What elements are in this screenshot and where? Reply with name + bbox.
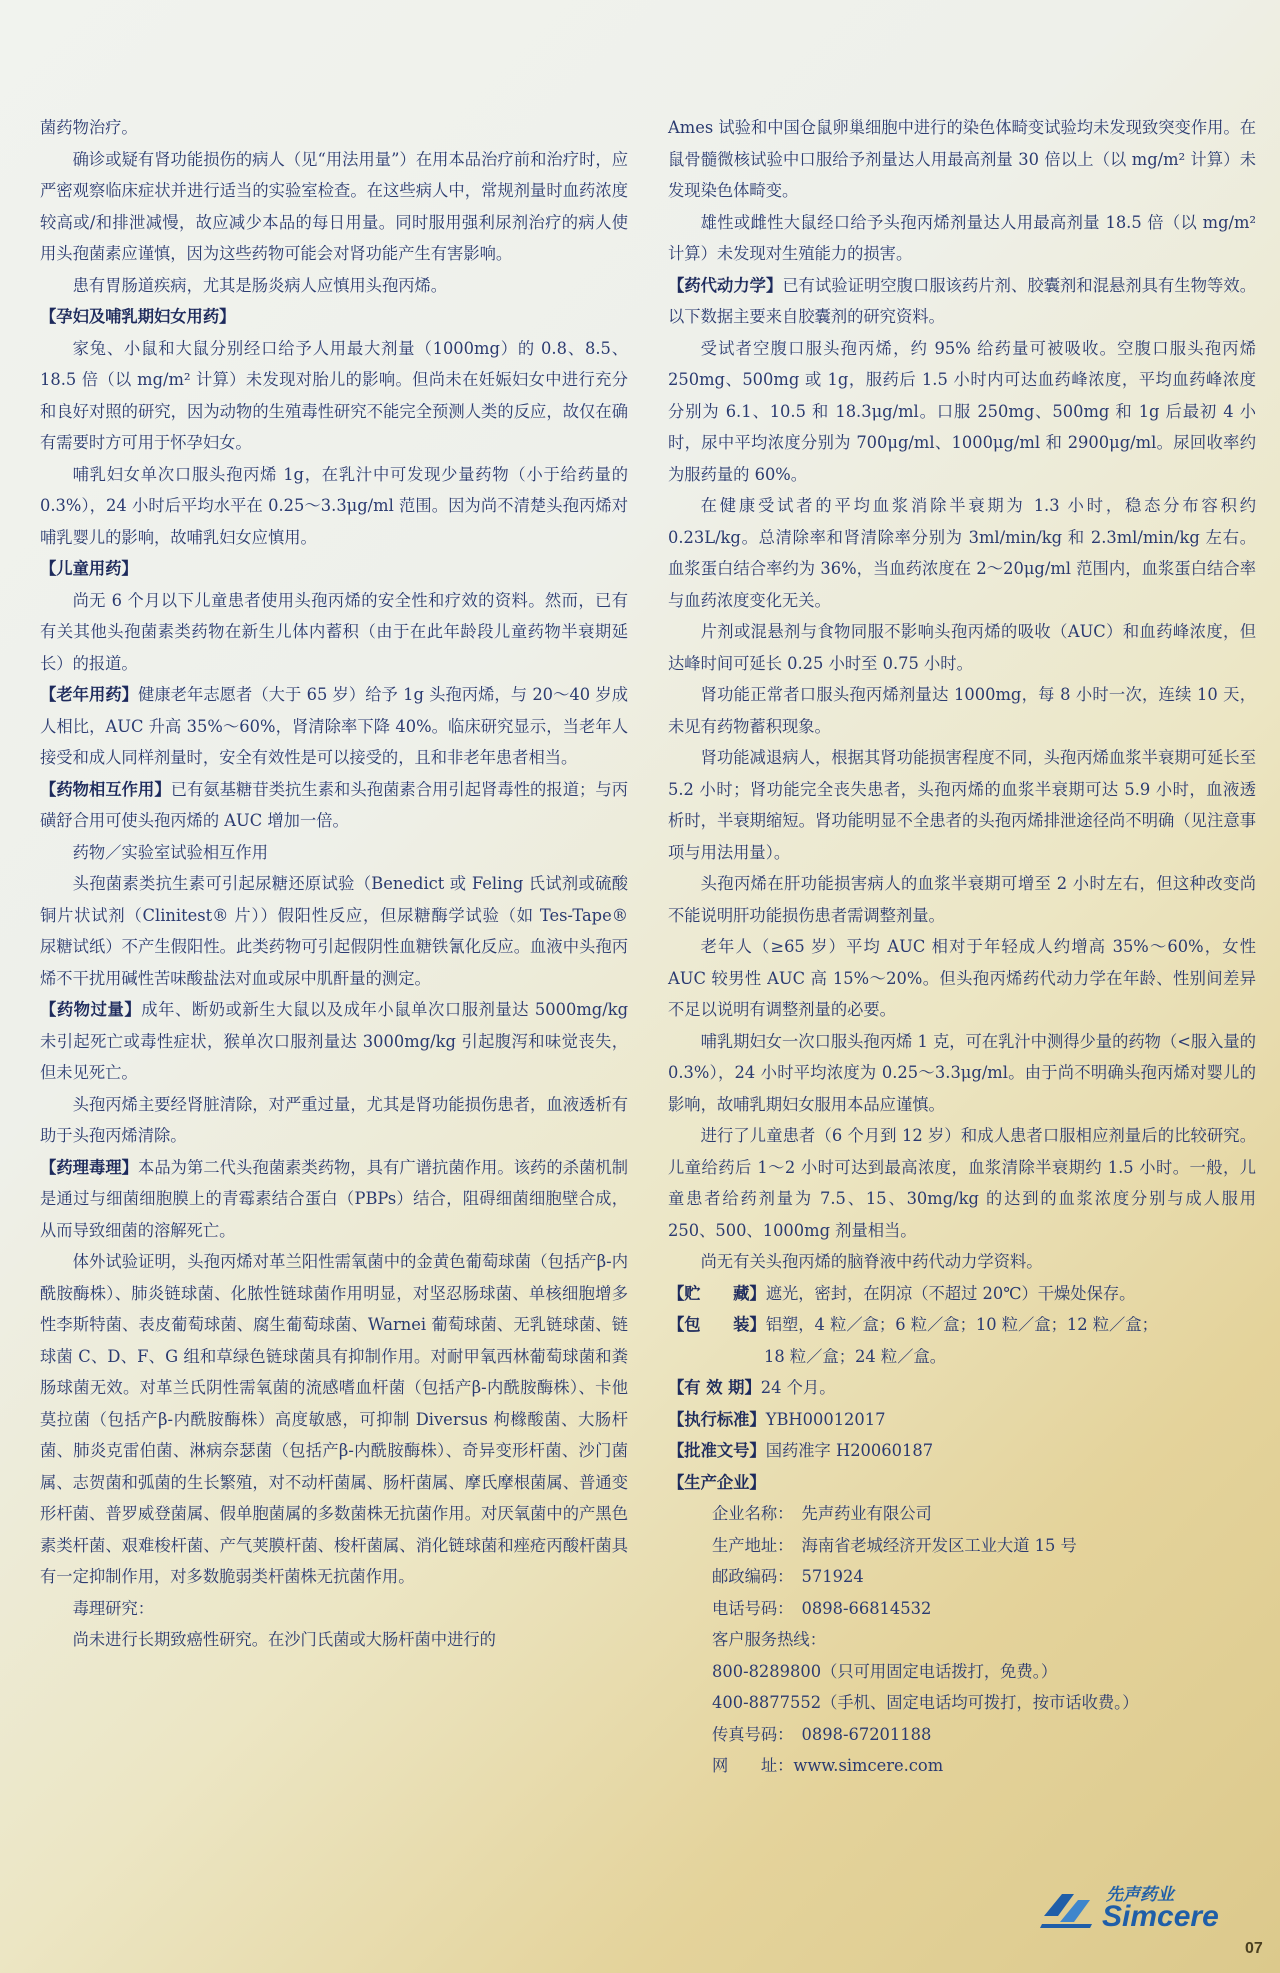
paragraph-text: 头孢丙烯主要经肾脏清除，对严重过量，尤其是肾功能损伤患者，血液透析有助于头孢丙烯清除。 bbox=[40, 1094, 628, 1145]
validity-section bbox=[668, 1372, 1256, 1404]
manufacturer-hotline-800: 800-8289800（只可用固定电话拨打，免费。） bbox=[712, 1661, 1058, 1681]
paragraph-text: 受试者空腹口服头孢丙烯，约 95% 给药量可被吸收。空腹口服头孢丙烯 250mg、500mg 或 1g，服药后 1.5 小时内可达血药峰浓度，平均血药峰浓度分别为 6.1、10.5 和 18.3μg/ml。口服 250mg、500mg 和 1g 后最初 4 小时，尿中平均浓度分别为 700μg/ml、1000μg/ml 和 2900μg/ml。尿回收率约为服药量的 60%。 bbox=[668, 338, 1256, 484]
paragraph-text: 体外试验证明，头孢丙烯对革兰阳性需氧菌中的金黄色葡萄球菌（包括产β-内酰胺酶株）、肺炎链球菌、化脓性链球菌作用明显，对坚忍肠球菌、单核细胞增多性李斯特菌、表皮葡萄球菌、腐生葡萄球菌、Warnei 葡萄球菌、无乳链球菌、链球菌 C、D、F、G 组和草绿色链球菌具有抑制作用。对耐甲氧西林葡萄球菌和粪肠球菌无效。对革兰氏阴性需氧菌的流感嗜血杆菌（包括产β-内酰胺酶株）、卡他莫拉菌（包括产β-内酰胺酶株）高度敏感，可抑制 Diversus 枸橼酸菌、大肠杆菌、肺炎克雷伯菌、淋病奈瑟菌（包括产β-内酰胺酶株）、奇异变形杆菌、沙门菌属、志贺菌和弧菌的生长繁殖，对不动杆菌属、肠杆菌属、摩氏摩根菌属、普通变形杆菌、普罗威登菌属、假单胞菌属的多数菌株无抗菌作用。对厌氧菌中的产黑色素类杆菌、艰难梭杆菌、产气荚膜杆菌、梭杆菌属、消化链球菌和痤疮丙酸杆菌具有一定抑制作用，对多数脆弱类杆菌株无抗菌作用。 bbox=[40, 1252, 628, 1586]
right-column-paragraph bbox=[668, 333, 1256, 491]
left-column-paragraph bbox=[40, 1152, 628, 1247]
storage-section bbox=[668, 1278, 1256, 1310]
paragraph-text: 患有胃肠道疾病，尤其是肠炎病人应慎用头孢丙烯。 bbox=[72, 275, 448, 295]
paragraph-text: 肾功能减退病人，根据其肾功能损害程度不同，头孢丙烯血浆半衰期可延长至 5.2 小时；肾功能完全丧失患者，头孢丙烯的血浆半衰期可达 5.9 小时，血液透析时，半衰期缩短。肾功能明显不全患者的头孢丙烯排泄途径尚不明确（见注意事项与用法用量）。 bbox=[668, 748, 1256, 862]
manufacturer-heading: 【生产企业】 bbox=[668, 1472, 766, 1492]
approval-section bbox=[668, 1435, 1256, 1467]
approval-text: 国药准字 H20060187 bbox=[765, 1441, 934, 1460]
paragraph-text: 哺乳妇女单次口服头孢丙烯 1g，在乳汁中可发现少量药物（小于给药量的 0.3%），24 小时后平均水平在 0.25～3.3μg/ml 范围。因为尚不清楚头孢丙烯对哺乳婴儿的影响，故哺乳妇女应慎用。 bbox=[40, 464, 628, 547]
right-column-paragraph bbox=[668, 679, 1256, 742]
left-column-paragraph bbox=[40, 270, 628, 302]
section-heading: 【孕妇及哺乳期妇女用药】 bbox=[40, 307, 236, 326]
right-column-paragraph bbox=[668, 112, 1256, 207]
paragraph-text: 尚未进行长期致癌性研究。在沙门氏菌或大肠杆菌中进行的 bbox=[72, 1630, 496, 1649]
manufacturer-section bbox=[668, 1467, 1256, 1782]
manufacturer-phone: 电话号码： 0898-66814532 bbox=[712, 1598, 932, 1618]
paragraph-text: 肾功能正常者口服头孢丙烯剂量达 1000mg，每 8 小时一次，连续 10 天，未见有药物蓄积现象。 bbox=[668, 685, 1256, 736]
right-column-paragraph bbox=[668, 1120, 1256, 1246]
manufacturer-fax: 传真号码： 0898-67201188 bbox=[712, 1724, 932, 1744]
storage-heading: 【贮 藏】 bbox=[668, 1283, 766, 1303]
paragraph-text: 进行了儿童患者（6 个月到 12 岁）和成人患者口服相应剂量后的比较研究。儿童给药后 1～2 小时可达到最高浓度，血浆清除半衰期约 1.5 小时。一般，儿童患者给药剂量为 7.5、15、30mg/kg 的达到的血浆浓度分别与成人服用 250、500、1000mg 剂量相当。 bbox=[668, 1126, 1256, 1240]
paragraph-text: 已有试验证明空腹口服该药片剂、胶囊剂和混悬剂具有生物等效。以下数据主要来自胶囊剂的研究资料。 bbox=[668, 275, 1256, 326]
right-column bbox=[668, 112, 1256, 1782]
paragraph-text: 本品为第二代头孢菌素类药物，具有广谱抗菌作用。该药的杀菌机制是通过与细菌细胞膜上的青霉素结合蛋白（PBPs）结合，阻碍细菌细胞壁合成，从而导致细菌的溶解死亡。 bbox=[40, 1157, 628, 1240]
paragraph-text: 药物／实验室试验相互作用 bbox=[72, 842, 268, 862]
right-column-paragraph bbox=[668, 742, 1256, 868]
left-column-paragraph bbox=[40, 1593, 628, 1625]
package-line-2: 18 粒／盒；24 粒／盒。 bbox=[764, 1346, 947, 1366]
manufacturer-hotline-label: 客户服务热线： bbox=[712, 1630, 826, 1649]
section-heading: 【药代动力学】 bbox=[668, 275, 783, 295]
paragraph-text: 健康老年志愿者（大于 65 岁）给予 1g 头孢丙烯，与 20～40 岁成人相比，AUC 升高 35%～60%，肾清除率下降 40%。临床研究显示，当老年人接受和成人同样剂量时，安全有效性是可以接受的，且和非老年患者相当。 bbox=[40, 685, 628, 767]
left-column-paragraph bbox=[40, 1624, 628, 1656]
paragraph-text: 菌药物治疗。 bbox=[40, 118, 138, 137]
section-heading: 【老年用药】 bbox=[40, 685, 139, 704]
left-column-paragraph bbox=[40, 994, 628, 1089]
storage-text: 遮光，密封，在阴凉（不超过 20℃）干燥处保存。 bbox=[765, 1283, 1136, 1303]
paragraph-text: 片剂或混悬剂与食物同服不影响头孢丙烯的吸收（AUC）和血药峰浓度，但达峰时间可延长 0.25 小时至 0.75 小时。 bbox=[668, 622, 1256, 673]
page-number: 07 bbox=[1245, 1940, 1263, 1957]
paragraph-text: 哺乳期妇女一次口服头孢丙烯 1 克，可在乳汁中测得少量的药物（<服入量的 0.3%），24 小时平均浓度为 0.25～3.3μg/ml。由于尚不明确头孢丙烯对婴儿的影响，故哺乳期妇女服用本品应谨慎。 bbox=[668, 1031, 1256, 1114]
paragraph-text: 家兔、小鼠和大鼠分别经口给予人用最大剂量（1000mg）的 0.8、8.5、18.5 倍（以 mg/m² 计算）未发现对胎儿的影响。但尚未在妊娠妇女中进行充分和良好对照的研究，因为动物的生殖毒性研究不能完全预测人类的反应，故仅在确有需要时方可用于怀孕妇女。 bbox=[40, 338, 628, 452]
paragraph-text: 头孢菌素类抗生素可引起尿糖还原试验（Benedict 或 Feling 氏试剂或硫酸铜片状试剂（Clinitest® 片））假阳性反应，但尿糖酶学试验（如 Tes-Tape® 尿糖试纸）不产生假阳性。此类药物可引起假阴性血糖铁氰化反应。血液中头孢丙烯不干扰用碱性苦味酸盐法对血或尿中肌酐量的测定。 bbox=[40, 874, 628, 988]
right-column-paragraph bbox=[668, 1246, 1256, 1278]
right-column-paragraph bbox=[668, 931, 1256, 1026]
section-heading: 【药物相互作用】 bbox=[40, 779, 171, 799]
paragraph-text: 在健康受试者的平均血浆消除半衰期为 1.3 小时，稳态分布容积约 0.23L/kg。总清除率和肾清除率分别为 3ml/min/kg 和 2.3ml/min/kg 左右。血浆蛋白结合率约为 36%，当血药浓度在 2～20μg/ml 范围内，血浆蛋白结合率与血药浓度变化无关。 bbox=[668, 496, 1256, 610]
section-heading: 【儿童用药】 bbox=[40, 559, 138, 578]
standard-heading: 【执行标准】 bbox=[668, 1409, 766, 1429]
package-heading: 【包 装】 bbox=[668, 1315, 766, 1334]
right-column-paragraph bbox=[668, 616, 1256, 679]
brand-name-cn: 先声药业 bbox=[1106, 1885, 1174, 1905]
validity-text: 24 个月。 bbox=[760, 1378, 836, 1397]
paragraph-text: 雄性或雌性大鼠经口给予头孢丙烯剂量达人用最高剂量 18.5 倍（以 mg/m² 计算）未发现对生殖能力的损害。 bbox=[668, 212, 1256, 263]
package-line-1: 铝塑，4 粒／盒；6 粒／盒；10 粒／盒；12 粒／盒； bbox=[765, 1315, 1158, 1334]
paragraph-text: 头孢丙烯在肝功能损害病人的血浆半衰期可增至 2 小时左右，但这种改变尚不能说明肝功能损伤患者需调整剂量。 bbox=[668, 874, 1256, 925]
paragraph-text: 尚无有关头孢丙烯的脑脊液中药代动力学资料。 bbox=[700, 1252, 1043, 1271]
manufacturer-postcode: 邮政编码： 571924 bbox=[712, 1567, 864, 1586]
left-column-paragraph bbox=[40, 679, 628, 774]
validity-heading: 【有 效 期】 bbox=[668, 1378, 761, 1397]
paragraph-text: 尚无 6 个月以下儿童患者使用头孢丙烯的安全性和疗效的资料。然而，已有有关其他头孢菌素类药物在新生儿体内蓄积（由于在此年龄段儿童药物半衰期延长）的报道。 bbox=[40, 590, 628, 673]
manufacturer-hotline-400: 400-8877552（手机、固定电话均可拨打，按市话收费。） bbox=[712, 1693, 1139, 1712]
left-column-paragraph bbox=[40, 459, 628, 554]
left-column-paragraph bbox=[40, 868, 628, 994]
paragraph-text: Ames 试验和中国仓鼠卵巢细胞中进行的染色体畸变试验均未发现致突变作用。在鼠骨髓微核试验中口服给予剂量达人用最高剂量 30 倍以上（以 mg/m² 计算）未发现染色体畸变。 bbox=[668, 118, 1256, 200]
right-column-paragraph bbox=[668, 868, 1256, 931]
left-column-paragraph bbox=[40, 112, 628, 144]
section-heading: 【药理毒理】 bbox=[40, 1157, 139, 1177]
left-column-paragraph bbox=[40, 1246, 628, 1593]
paragraph-text: 已有氨基糖苷类抗生素和头孢菌素合用引起肾毒性的报道；与丙磺舒合用可使头孢丙烯的 AUC 增加一倍。 bbox=[40, 779, 628, 830]
left-column-paragraph bbox=[40, 1089, 628, 1152]
paragraph-text: 确诊或疑有肾功能损伤的病人（见“用法用量”）在用本品治疗前和治疗时，应严密观察临床症状并进行适当的实验室检查。在这些病人中，常规剂量时血药浓度较高或/和排泄减慢，故应减少本品的每日用量。同时服用强利尿剂治疗的病人使用头孢菌素应谨慎，因为这些药物可能会对肾功能产生有害影响。 bbox=[40, 149, 628, 263]
left-column-paragraph bbox=[40, 333, 628, 459]
paragraph-text: 成年、断奶或新生大鼠以及成年小鼠单次口服剂量达 5000mg/kg 未引起死亡或毒性症状，猴单次口服剂量达 3000mg/kg 引起腹泻和味觉丧失，但未见死亡。 bbox=[40, 1000, 628, 1082]
right-column-paragraph bbox=[668, 207, 1256, 270]
manufacturer-name: 企业名称： 先声药业有限公司 bbox=[712, 1504, 932, 1523]
left-column-paragraph bbox=[40, 144, 628, 270]
paragraph-text: 老年人（≥65 岁）平均 AUC 相对于年轻成人约增高 35%～60%，女性 AUC 较男性 AUC 高 15%～20%。但头孢丙烯药代动力学在年龄、性别间差异不足以说明有调整剂量的必要。 bbox=[668, 937, 1256, 1019]
manufacturer-address: 生产地址： 海南省老城经济开发区工业大道 15 号 bbox=[712, 1535, 1077, 1555]
package-section bbox=[668, 1309, 1256, 1372]
standard-section bbox=[668, 1404, 1256, 1436]
right-column-paragraph bbox=[668, 270, 1256, 333]
standard-text: YBH00012017 bbox=[765, 1409, 886, 1429]
right-column-paragraph bbox=[668, 1026, 1256, 1121]
left-column-paragraph bbox=[40, 837, 628, 869]
left-column bbox=[40, 112, 628, 1656]
paragraph-text: 毒理研究： bbox=[72, 1598, 155, 1618]
manufacturer-website: 网 址：www.simcere.com bbox=[712, 1756, 944, 1775]
left-column-paragraph bbox=[40, 774, 628, 837]
simcere-logo-mark-icon bbox=[1040, 1886, 1096, 1930]
section-heading: 【药物过量】 bbox=[40, 1000, 142, 1019]
right-column-paragraph bbox=[668, 490, 1256, 616]
left-column-paragraph bbox=[40, 301, 628, 333]
left-column-paragraph bbox=[40, 585, 628, 680]
brand-name-en: Simcere bbox=[1102, 1900, 1219, 1933]
simcere-logo bbox=[1040, 1880, 1250, 1940]
manufacturer-details bbox=[668, 1498, 1256, 1782]
approval-heading: 【批准文号】 bbox=[668, 1441, 766, 1460]
right-column-body bbox=[668, 112, 1256, 1278]
left-column-paragraph bbox=[40, 553, 628, 585]
